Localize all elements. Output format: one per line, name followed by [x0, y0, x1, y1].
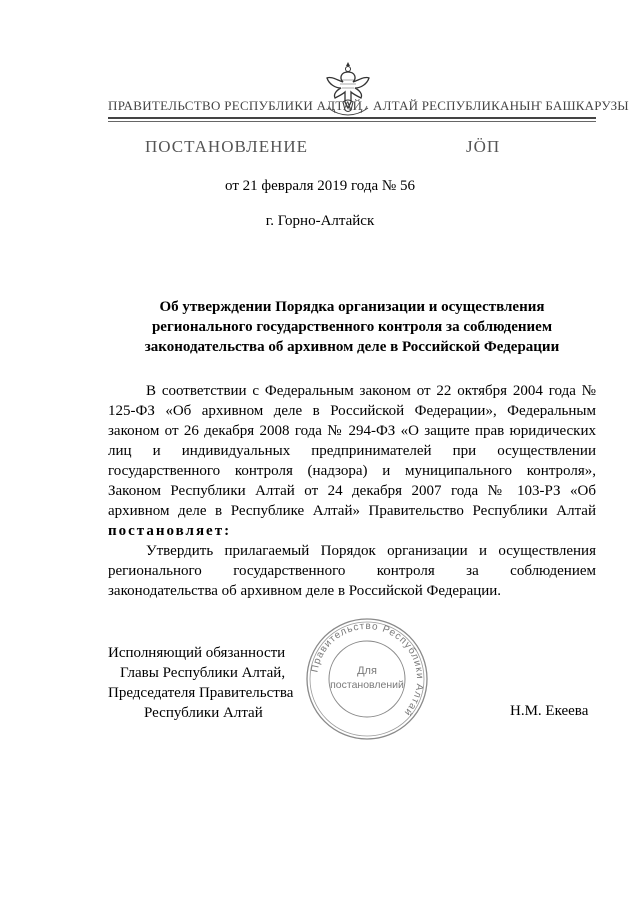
- doc-type-ru: ПОСТАНОВЛЕНИЕ: [145, 137, 309, 156]
- signatory-name: Н.М. Екеева: [510, 703, 589, 719]
- signatory-line-4: Республики Алтай: [144, 705, 263, 721]
- header-rule-thin: [108, 121, 596, 122]
- operative-paragraph: [108, 541, 596, 601]
- preamble-text: В соответствии с Федеральным законом от 22 октября 2004 года № 125-ФЗ «Об архивном деле в Российской Федерации», Федеральным законом от 26 декабря 2008 года № 294-ФЗ «О защите прав юридических лиц и индивидуальных предпринимателей при осуществлении государственного контроля (надзора) и муниципального контроля», Законом Республики Алтай от 24 декабря 2007 года № 103-РЗ «Об архивном деле в Республике Алтай» Правительство Республики Алтай: [108, 383, 596, 519]
- header-government-name-ru: ПРАВИТЕЛЬСТВО РЕСПУБЛИКИ АЛТАЙ: [108, 98, 363, 113]
- doc-type-alt: ЈÖП: [466, 137, 501, 156]
- date-number-line: от 21 февраля 2019 года № 56: [225, 178, 415, 194]
- signatory-line-2: Главы Республики Алтай,: [120, 665, 286, 681]
- decree-word: постановляет:: [108, 523, 232, 539]
- operative-text: Утвердить прилагаемый Порядок организации и осуществления регионального государственного контроля за соблюдением законодательства об архивном деле в Российской Федерации.: [108, 543, 596, 599]
- preamble-paragraph: [108, 381, 596, 541]
- official-stamp: [302, 614, 432, 744]
- stamp-center-line-2: постановлений: [330, 679, 404, 691]
- header-government-name-alt: АЛТАЙ РЕСПУБЛИКАНЫҤ БАШКАРУЗЫ: [373, 98, 629, 113]
- header-rule-thick: [108, 117, 596, 119]
- stamp-center-line-1: Для: [357, 665, 377, 677]
- city-line: г. Горно-Алтайск: [265, 213, 375, 229]
- stamp-ring-text: Правительство Республики Алтай: [309, 620, 426, 719]
- signatory-position: [108, 643, 308, 723]
- signatory-line-3: Председателя Правительства: [108, 685, 294, 701]
- signatory-line-1: Исполняющий обязанности: [108, 645, 286, 661]
- document-title: Об утверждении Порядка организации и осуществления регионального государственного контроля за соблюдением законодательства об архивном деле в Российской Федерации: [144, 299, 560, 355]
